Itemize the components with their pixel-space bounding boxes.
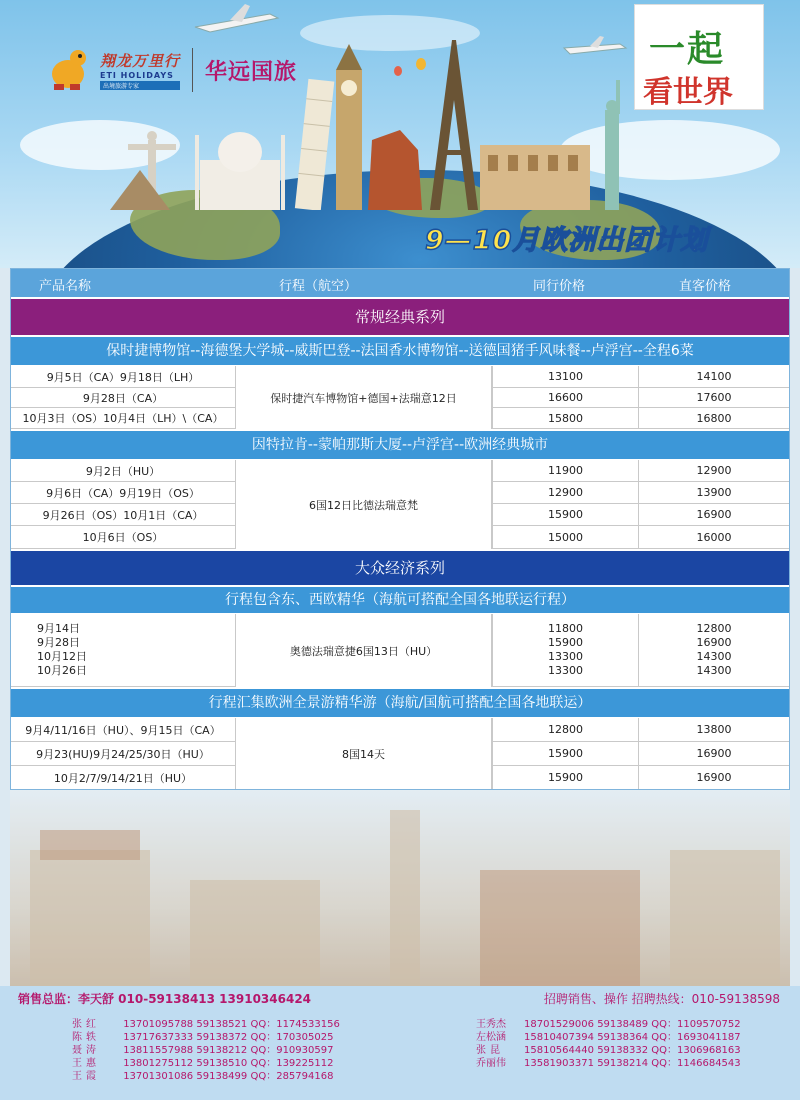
col-product-name: 产品名称	[39, 279, 92, 294]
peer-price: 16600	[492, 388, 638, 407]
direct-price: 12800	[696, 622, 732, 635]
roof	[480, 870, 640, 986]
departure-date: 9月5日（CA）9月18日（LH）	[46, 370, 200, 384]
departure-date: 9月28日	[37, 636, 80, 649]
col-route: 行程（航空）	[279, 279, 358, 294]
header-banner	[0, 0, 800, 268]
departure-date: 10月6日（OS）	[82, 531, 164, 544]
peer-prices	[492, 614, 638, 686]
group-subtitle: 行程包含东、西欧精华（海航可搭配全国各地联运行程）	[11, 587, 789, 613]
logo-divider	[192, 48, 193, 92]
company-logo	[40, 46, 297, 94]
contact-entry	[72, 1070, 340, 1083]
brand-name: 华远国旅	[205, 59, 298, 85]
contact-entry	[72, 1018, 340, 1031]
peer-price: 12800	[492, 718, 638, 741]
contact-qq: QQ：1174533156	[250, 1019, 340, 1030]
contact-entry	[72, 1057, 340, 1070]
roof	[40, 830, 140, 860]
contact-tel: 59138499	[196, 1071, 248, 1082]
peer-price: 13300	[548, 650, 583, 663]
contact-qq: QQ：285794168	[250, 1071, 334, 1082]
see-the-world-badge	[634, 4, 764, 110]
contact-entry	[476, 1031, 741, 1044]
route-description: 保时捷汽车博物馆+德国+法瑞意12日	[235, 366, 492, 429]
contact-name: 张红	[72, 1019, 100, 1030]
contact-name: 陈轶	[72, 1032, 100, 1043]
departure-dates	[37, 614, 87, 686]
departure-date: 10月26日	[37, 664, 87, 677]
building	[670, 850, 780, 986]
contact-qq: QQ：1693041187	[651, 1032, 741, 1043]
route-description: 8国14天	[235, 718, 492, 789]
departure-date: 10月12日	[37, 650, 87, 663]
contact-name: 王惠	[72, 1058, 100, 1069]
tower	[390, 810, 420, 986]
direct-price: 17600	[638, 388, 789, 407]
contact-tel: 59138521	[196, 1019, 248, 1030]
kangaroo-logo-icon	[40, 46, 96, 94]
peer-price: 12900	[492, 482, 638, 503]
city-background-photo	[10, 790, 790, 986]
col-peer-price: 同行价格	[533, 279, 586, 294]
contact-entry	[476, 1057, 741, 1070]
recruitment-hotline: 招聘销售、操作 招聘热线：010-59138598	[543, 992, 780, 1006]
contact-mobile: 18701529006	[524, 1019, 594, 1030]
direct-price: 14300	[696, 664, 732, 677]
airplane-icon	[560, 34, 630, 64]
contact-qq: QQ：1109570752	[651, 1019, 741, 1030]
direct-price: 14300	[696, 650, 732, 663]
peer-price: 15900	[492, 504, 638, 525]
page-title: 9—10月欧洲出团计划	[425, 225, 709, 256]
departure-date: 9月14日	[37, 622, 80, 635]
contact-mobile: 15810407394	[524, 1032, 594, 1043]
tour-schedule-table	[10, 268, 790, 790]
contact-entry	[72, 1044, 340, 1057]
peer-price: 13100	[492, 366, 638, 387]
departure-date: 10月3日（OS）10月4日（LH）\（CA）	[22, 412, 224, 425]
logo-tagline: 出境旅游专家	[100, 81, 180, 90]
departure-date: 9月4/11/16日（HU）、9月15日（CA）	[25, 723, 221, 737]
departure-date: 9月23(HU)9月24/25/30日（HU）	[36, 747, 210, 761]
contact-footer	[0, 986, 800, 1100]
direct-price: 16900	[696, 636, 732, 649]
route-description: 奥德法瑞意捷6国13日（HU）	[235, 614, 492, 687]
contact-mobile: 13701301086	[123, 1071, 194, 1082]
peer-price: 11800	[548, 622, 583, 635]
contact-qq: QQ：1146684543	[651, 1058, 741, 1069]
building	[30, 850, 150, 986]
contact-list-left	[72, 1018, 340, 1083]
direct-price: 12900	[638, 460, 789, 481]
contact-qq: QQ：1306968163	[651, 1045, 741, 1056]
peer-price: 15900	[492, 742, 638, 765]
peer-price: 15900	[548, 636, 583, 649]
contact-list-right	[476, 1018, 741, 1070]
sales-director: 销售总监：李天舒 010-59138413 13910346424	[18, 992, 312, 1006]
direct-price: 13800	[638, 718, 789, 741]
contact-tel: 59138212	[196, 1045, 248, 1056]
contact-qq: QQ：139225112	[250, 1058, 334, 1069]
contact-mobile: 13801275112	[123, 1058, 194, 1069]
direct-price: 13900	[638, 482, 789, 503]
contact-name: 王霞	[72, 1071, 100, 1082]
direct-price: 14100	[638, 366, 789, 387]
contact-tel: 59138510	[196, 1058, 248, 1069]
airplane-icon	[190, 2, 280, 42]
direct-price: 16000	[638, 526, 789, 548]
table-header	[11, 269, 789, 297]
contact-entry	[476, 1044, 741, 1057]
contact-entry	[476, 1018, 741, 1031]
contact-mobile: 13717637333	[123, 1032, 194, 1043]
contact-tel: 59138214	[597, 1058, 649, 1069]
route-description: 6国12日比德法瑞意梵	[235, 460, 492, 549]
logo-chinese-name: 翔龙万里行	[100, 52, 181, 70]
balloon-icon	[416, 58, 426, 70]
contact-qq: QQ：910930597	[250, 1045, 334, 1056]
contact-name: 王秀杰	[476, 1019, 506, 1030]
contact-mobile: 13811557988	[123, 1045, 194, 1056]
contact-tel: 59138372	[196, 1032, 248, 1043]
direct-prices	[638, 614, 789, 686]
peer-price: 15800	[492, 408, 638, 428]
contact-tel: 59138332	[597, 1045, 649, 1056]
contact-entry	[72, 1031, 340, 1044]
badge-top-text: 一起	[649, 29, 726, 70]
section-economy-series: 大众经济系列	[11, 551, 789, 585]
contact-name: 张昆	[476, 1045, 504, 1056]
logo-english-name: ETI HOLIDAYS	[100, 71, 174, 80]
col-direct-price: 直客价格	[679, 279, 732, 294]
peer-price: 13300	[548, 664, 583, 677]
direct-price: 16800	[638, 408, 789, 428]
group-subtitle: 行程汇集欧洲全景游精华游（海航/国航可搭配全国各地联运）	[11, 689, 789, 717]
contact-name: 聂涛	[72, 1045, 100, 1056]
peer-price: 15900	[492, 766, 638, 789]
contact-name: 左松涵	[476, 1032, 506, 1043]
direct-price: 16900	[638, 742, 789, 765]
peer-price: 15000	[492, 526, 638, 548]
departure-date: 9月2日（HU）	[85, 464, 161, 478]
departure-date: 9月26日（OS）10月1日（CA）	[42, 508, 204, 522]
departure-date: 10月2/7/9/14/21日（HU）	[53, 771, 193, 785]
contact-tel: 59138364	[597, 1032, 649, 1043]
contact-mobile: 13581903371	[524, 1058, 594, 1069]
departure-date: 9月28日（CA）	[82, 391, 164, 405]
contact-mobile: 13701095788	[123, 1019, 194, 1030]
building	[190, 880, 320, 986]
contact-mobile: 15810564440	[524, 1045, 594, 1056]
contact-tel: 59138489	[597, 1019, 649, 1030]
balloon-icon	[394, 66, 402, 76]
direct-price: 16900	[638, 504, 789, 525]
departure-date: 9月6日（CA）9月19日（OS）	[46, 486, 200, 500]
badge-bottom-text: 看世界	[643, 75, 733, 110]
group-subtitle: 因特拉肯--蒙帕那斯大厦--卢浮宫--欧洲经典城市	[11, 431, 789, 459]
section-classic-series: 常规经典系列	[11, 299, 789, 335]
contact-name: 乔丽伟	[476, 1058, 506, 1069]
group-subtitle: 保时捷博物馆--海德堡大学城--威斯巴登--法国香水博物馆--送德国猪手风味餐--卢浮宫--全程6菜	[11, 337, 789, 365]
direct-price: 16900	[638, 766, 789, 789]
contact-qq: QQ：170305025	[250, 1032, 334, 1043]
peer-price: 11900	[492, 460, 638, 481]
